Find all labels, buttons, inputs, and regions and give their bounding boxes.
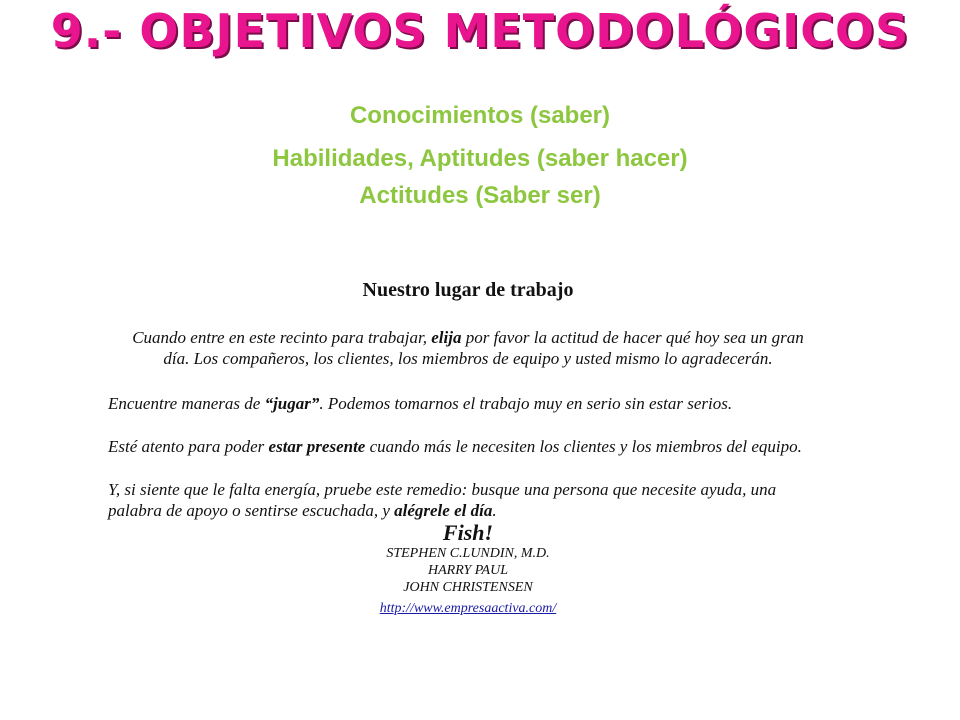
emphasis-text: “jugar” (264, 394, 320, 413)
subtitle-habilidades: Habilidades, Aptitudes (saber hacer) (272, 145, 688, 172)
paragraph-alegrele (108, 479, 828, 521)
subtitle-conocimientos: Conocimientos (saber) (349, 102, 611, 129)
document-excerpt (108, 280, 828, 617)
emphasis-text: elija (431, 328, 462, 347)
credits (108, 521, 828, 617)
paragraph-text: cuando más le necesiten los clientes y los miembros del equipo. (365, 437, 802, 456)
paragraph-text: Cuando entre en este recinto para trabajar, (132, 328, 432, 347)
subtitle-actitudes: Actitudes (Saber ser) (359, 182, 601, 209)
paragraph-text: Esté atento para poder (108, 437, 269, 456)
paragraph-text: . (492, 501, 497, 520)
author-name: JOHN CHRISTENSEN (403, 580, 533, 595)
paragraph-elija (108, 327, 828, 369)
emphasis-text: estar presente (268, 437, 366, 456)
source-link[interactable]: http://www.empresaactiva.com/ (379, 601, 557, 616)
paragraph-text: . Podemos tomarnos el trabajo muy en serio sin estar serios. (319, 394, 733, 413)
book-title: Fish! (442, 520, 494, 545)
paragraph-estar-presente (108, 436, 828, 457)
slide-title: 9.- OBJETIVOS METODOLÓGICOS (50, 4, 910, 58)
paragraph-text: Encuentre maneras de (108, 394, 265, 413)
emphasis-text: alégrele el día (394, 501, 493, 520)
document-heading: Nuestro lugar de trabajo (362, 279, 574, 301)
paragraph-text: Y, si siente que le falta energía, pruebe este remedio: busque una persona que necesite ayuda, una palabra de apoyo o sentirse escuchada, y (108, 480, 777, 520)
author-name: STEPHEN C.LUNDIN, M.D. (386, 546, 550, 561)
author-name: HARRY PAUL (428, 563, 508, 578)
paragraph-text: por favor la actitud de hacer qué hoy sea un gran día. Los compañeros, los clientes, los miembros de equipo y usted mismo lo agradecerán. (163, 328, 804, 368)
paragraph-jugar (108, 393, 828, 414)
